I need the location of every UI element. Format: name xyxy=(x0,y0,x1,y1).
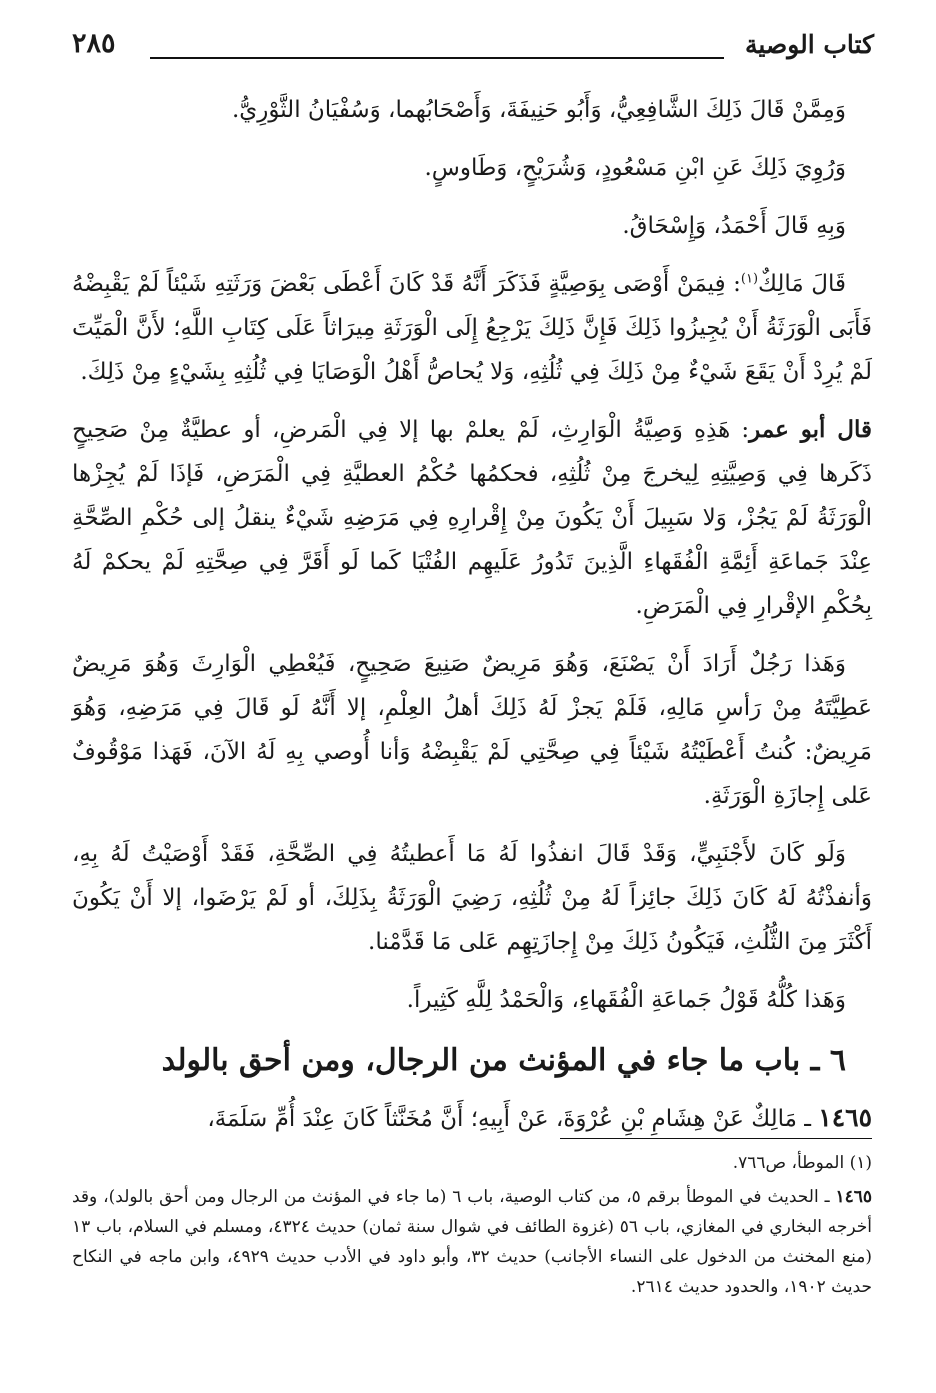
section-heading: ٦ ـ باب ما جاء في المؤنث من الرجال، ومن أحق بالولد xyxy=(161,1043,846,1078)
paragraph: وَمِمَّنْ قَالَ ذَلِكَ الشَّافِعِيُّ، وَأَبُو حَنِيفَةَ، وَأَصْحَابُهما، وَسُفْيَانُ الثَّوْرِيُّ. xyxy=(231,97,846,123)
footnote-1465 xyxy=(72,1182,872,1302)
page-header xyxy=(72,28,874,68)
running-title: كتاب الوصية xyxy=(745,30,874,59)
page-number: ٢٨٥ xyxy=(72,28,116,59)
paragraph: وَبِهِ قَالَ أَحْمَدُ، وَإِسْحَاقُ. xyxy=(622,213,846,239)
hadith-text: ـ مَالِكٌ عَنْ هِشَامِ بْنِ عُرْوَةَ، عَنْ أَبِيهِ؛ أَنَّ مُخَنَّثاً كَانَ عِنْدَ أُمِّ سَلَمَةَ، xyxy=(207,1106,819,1132)
abu-omar-paragraph xyxy=(72,408,872,628)
paragraph: وَهَذا كُلُّهُ قَوْلُ جَماعَةِ الْفُقَهاءِ، وَالْحَمْدُ لِلَّهِ كَثِيراً. xyxy=(406,987,846,1013)
header-rule xyxy=(150,57,724,59)
paragraph-text: : فِيمَنْ أَوْصَى بِوَصِيَّةٍ فَذَكَرَ أَنَّهُ قَدْ كَانَ أَعْطَى بَعْضَ وَرَثَتِهِ شَيْئاً لَمْ يَقْبِضْهُ فَأَبَى الْوَرَثَةُ أَنْ يُجِيزُوا ذَلِكَ فَإِنَّ ذَلِكَ يَرْجِعُ إِلَى الْوَرَثَةِ مِيرَاثاً عَلَى كِتَابِ اللَّهِ؛ لأَنَّ الْمَيِّتَ لَمْ يُرِدْ أَنْ يَقَعَ شَيْءٌ مِنْ ذَلِكَ فِي ثُلُثِهِ، وَلا يُحاصُّ أَهْلُ الْوَصَايَا فِي ثُلُثِهِ بِشَيْءٍ مِنْ ذَلِكَ. xyxy=(72,271,872,385)
footnote-marker: (١) xyxy=(740,271,759,287)
footnote-1: (١) الموطأ، ص٧٦٦. xyxy=(732,1153,872,1173)
paragraph: وَلَو كَانَ لأَجْنَبِيٍّ، وَقَدْ قَالَ انفذُوا لَهُ مَا أَعطيتُهُ فِي الصِّحَّةِ، فَقَدْ أَوْصَيْتُ لَهُ بِهِ، وَأنفذْتُهُ لَهُ كَانَ ذَلِكَ جائِزاً لَهُ مِنْ ثُلُثِهِ، رَضِيَ الْوَرَثَةُ بِذَلِكَ، أو لَمْ يَرْضَوا، إلا أَنْ يَكُونَ أَكْثَرَ مِنَ الثُّلُثِ، فَيَكُونُ ذَلِكَ مِنْ إِجازَتِهِم عَلى مَا قَدَّمْنا. xyxy=(72,841,872,955)
hadith-number: ١٤٦٥ xyxy=(818,1103,872,1132)
footnotes xyxy=(72,1148,872,1306)
main-text xyxy=(72,88,872,1155)
speaker-label: قَالَ مَالِكٌ xyxy=(758,271,846,297)
paragraph: وَهَذا رَجُلٌ أَرَادَ أَنْ يَصْنَعَ، وَهُوَ مَرِيضٌ صَنِيعَ صَحِيحٍ، فَيُعْطِي الْوَارِثَ وَهُوَ مَرِيضٌ عَطِيَّتَهُ مِنْ رَأسِ مَالِهِ، فَلَمْ يَجزْ لَهُ ذَلِكَ أهلُ العِلْمِ، إلا أَنَّهُ لَو قَالَ فِي مَرَضِهِ، وَهُوَ مَرِيضٌ: كُنتُ أَعْطَيْتُهُ شَيْئاً فِي صِحَّتِي لَمْ يَقْبِضْهُ وَأنا أُوصي بِهِ لَهُ الآنَ، فَهَذا مَوْقُوفٌ عَلى إِجازَةِ الْوَرَثَةِ. xyxy=(72,651,872,809)
footnote-rule xyxy=(560,1138,872,1139)
footnote-text: ـ الحديث في الموطأ برقم ٥، من كتاب الوصية، باب ٦ (ما جاء في المؤنث من الرجال ومن أحق بالولد)، وقد أخرجه البخاري في المغازي، باب ٥٦ (غزوة الطائف في شوال سنة ثمان) حديث ٤٣٢٤، ومسلم في السلام، باب ١٣ (منع المخنث من الدخول على النساء الأجانب) حديث ٣٢، وأبو داود في الأدب حديث ٤٩٢٩، وابن ماجه في النكاح حديث ١٩٠٢، والحدود حديث ٢٦١٤. xyxy=(72,1187,872,1297)
malik-paragraph xyxy=(72,262,872,394)
speaker-label: قال أبو عمر xyxy=(749,416,872,443)
paragraph: وَرُوِيَ ذَلِكَ عَنِ ابْنِ مَسْعُودٍ، وَشُرَيْحٍ، وَطَاوسٍ. xyxy=(424,155,846,181)
paragraph-text: : هَذِهِ وَصِيَّةُ الْوَارِثِ، لَمْ يعلمْ بها إلا فِي الْمَرضِ، أو عطيَّةٌ مِنْ صَحِيحٍ ذَكَرها فِي وَصِيَّتِهِ لِيخرجَ مِنْ ثُلُثِهِ، فحكمُها حُكْمُ العطيَّةِ فِي الْمَرَضِ، فَإذَا لَمْ يُجِزْها الْوَرَثَةُ لَمْ يَجُزْ، وَلا سَبِيلَ أَنْ يَكُونَ مِنْ إِقْرارِهِ فِي مَرَضِهِ شَيْءٌ ينقلُ إلى حُكْمِ الصِّحَّةِ عِنْدَ جَماعَةِ أَئِمَّةِ الْفُقَهاءِ الَّذِينَ تَدُورُ عَلَيهِم الفُتْيَا كَما لَو أَقَرَّ فِي صِحَّتِهِ لَمْ يحكمْ لَهُ بِحُكْمِ الإقْرارِ فِي الْمَرَضِ. xyxy=(72,417,872,619)
hadith-line xyxy=(72,1096,872,1141)
footnote-number: ١٤٦٥ xyxy=(835,1187,873,1207)
